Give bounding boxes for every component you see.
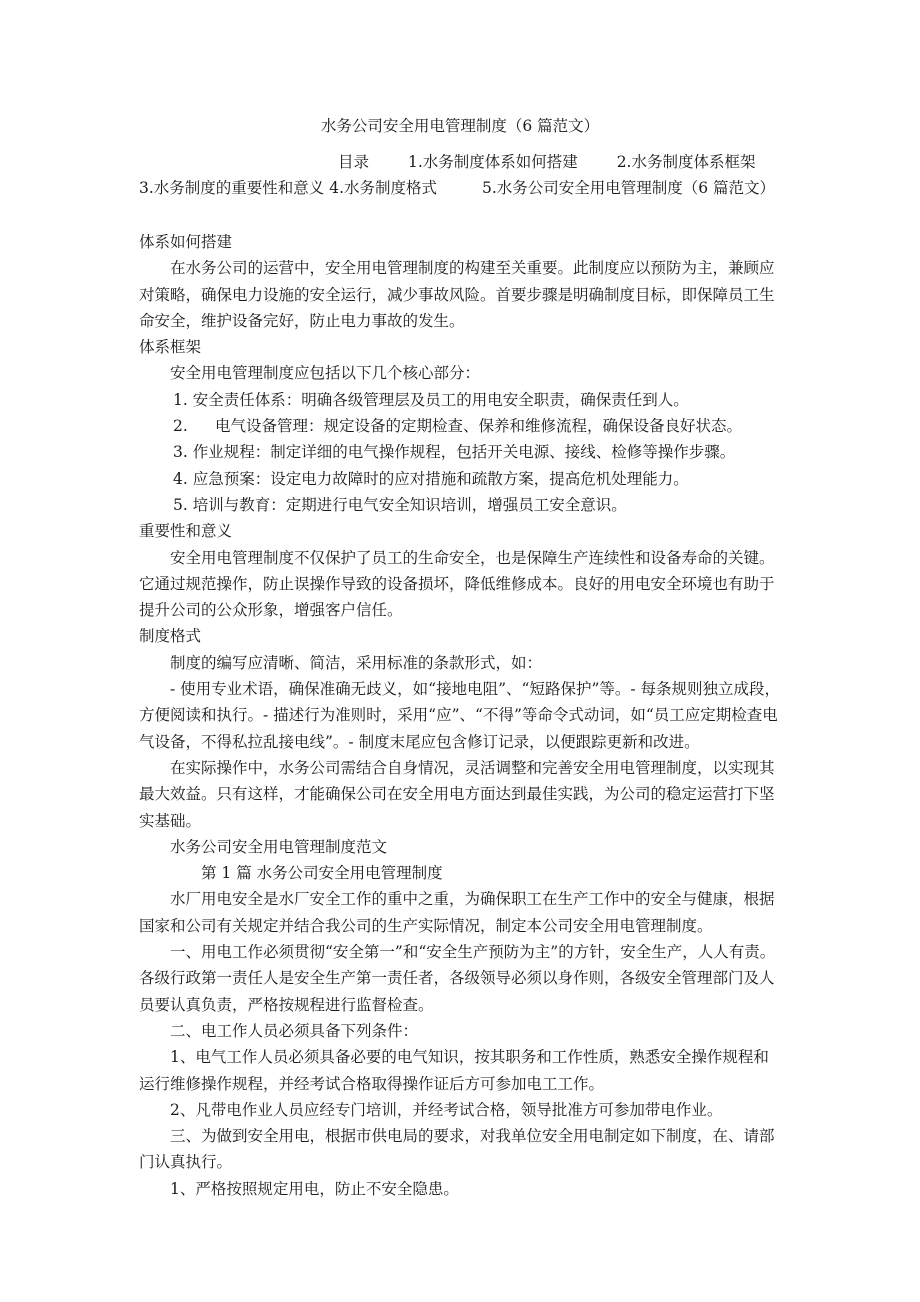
paragraph: 1、电气工作人员必须具备必要的电气知识，按其职务和工作性质，熟悉安全操作规程和运行维修操作规程，并经考试合格取得操作证后方可参加电工工作。 — [139, 1048, 769, 1093]
paragraph: 水厂用电安全是水厂安全工作的重中之重，为确保职工在生产工作中的安全与健康，根据国家和公司有关规定并结合我公司的生产实际情况，制定本公司安全用电管理制度。 — [139, 890, 775, 935]
paragraph: 2、凡带电作业人员应经专门培训，并经考试合格，领导批准方可参加带电作业。 — [170, 1100, 723, 1119]
paragraph: 二、电工作人员必须具备下列条件： — [170, 1021, 419, 1040]
toc-entry-5: 5.水务公司安全用电管理制度（6 篇范文） — [481, 179, 776, 197]
paragraph: - 使用专业术语，确保准确无歧义，如“接地电阻”、“短路保护”等。- 每条规则独立成段，方便阅读和执行。- 描述行为准则时，采用“应”、“不得”等命令式动词，如“员工应定期检查电气设备，不得私拉乱接电线”。- 制度末尾应包含修订记录，以便跟踪更新和改进。 — [139, 680, 781, 751]
section-heading: 水务公司安全用电管理制度范文 — [170, 837, 388, 856]
paragraph: 安全用电管理制度应包括以下几个核心部分： — [170, 364, 481, 383]
paragraph: 在实际操作中，水务公司需结合自身情况，灵活调整和完善安全用电管理制度，以实现其最大效益。只有这样，才能确保公司在安全用电方面达到最佳实践，为公司的稳定运营打下坚实基础。 — [139, 758, 775, 830]
list-item: 5. 培训与教育：定期进行电气安全知识培训，增强员工安全意识。 — [173, 495, 627, 514]
list-item — [139, 413, 784, 439]
list-item: 3. 作业规程：制定详细的电气操作规程，包括开关电源、接线、检修等操作步骤。 — [173, 443, 736, 462]
subsection-heading: 第 1 篇 水务公司安全用电管理制度 — [201, 864, 443, 883]
list-item-text: 电气设备管理：规定设备的定期检查、保养和维修流程，确保设备良好状态。 — [215, 417, 743, 436]
list-item: 4. 应急预案：设定电力故障时的应对措施和疏散方案，提高危机处理能力。 — [173, 469, 689, 488]
paragraph: 一、用电工作必须贯彻“安全第一”和“安全生产预防为主”的方针，安全生产，人人有责。各级行政第一责任人是安全生产第一责任者，各级领导必须以身作则，各级安全管理部门及人员要认真负责，严格按规程进行监督检查。 — [139, 943, 776, 1014]
toc-entry-2: 2.水务制度体系框架 — [616, 153, 756, 171]
paragraph: 三、为做到安全用电，根据市供电局的要求，对我单位安全用电制定如下制度，在、请部门认真执行。 — [139, 1127, 775, 1172]
document-body — [139, 229, 784, 1202]
list-item-number: 2. — [173, 417, 188, 436]
toc-entry-4: 4.水务制度格式 — [329, 179, 438, 197]
section-heading: 制度格式 — [139, 627, 202, 646]
paragraph: 1、严格按照规定用电，防止不安全隐患。 — [170, 1179, 459, 1198]
paragraph: 在水务公司的运营中，安全用电管理制度的构建至关重要。此制度应以预防为主，兼顾应对策略，确保电力设施的安全运行，减少事故风险。首要步骤是明确制度目标，即保障员工生命安全，维护设备完好，防止电力事故的发生。 — [139, 259, 775, 330]
table-of-contents-line-1 — [338, 150, 755, 174]
list-item: 1. 安全责任体系：明确各级管理层及员工的用电安全职责，确保责任到人。 — [173, 390, 689, 409]
toc-entry-1: 1.水务制度体系如何搭建 — [407, 153, 578, 171]
toc-entry-3: 3.水务制度的重要性和意义 — [139, 179, 325, 197]
section-heading: 体系框架 — [139, 338, 202, 357]
paragraph: 制度的编写应清晰、简洁，采用标准的条款形式，如： — [170, 653, 543, 672]
section-heading: 重要性和意义 — [139, 522, 233, 541]
paragraph: 安全用电管理制度不仅保护了员工的生命安全，也是保障生产连续性和设备寿命的关键。它通过规范操作，防止误操作导致的设备损坏，降低维修成本。良好的用电安全环境也有助于提升公司的公众形象，增强客户信任。 — [139, 548, 775, 620]
section-heading: 体系如何搭建 — [139, 233, 233, 251]
table-of-contents-line-2 — [139, 176, 775, 200]
toc-label: 目录 — [338, 153, 370, 171]
document-title: 水务公司安全用电管理制度（6 篇范文） — [320, 117, 600, 135]
